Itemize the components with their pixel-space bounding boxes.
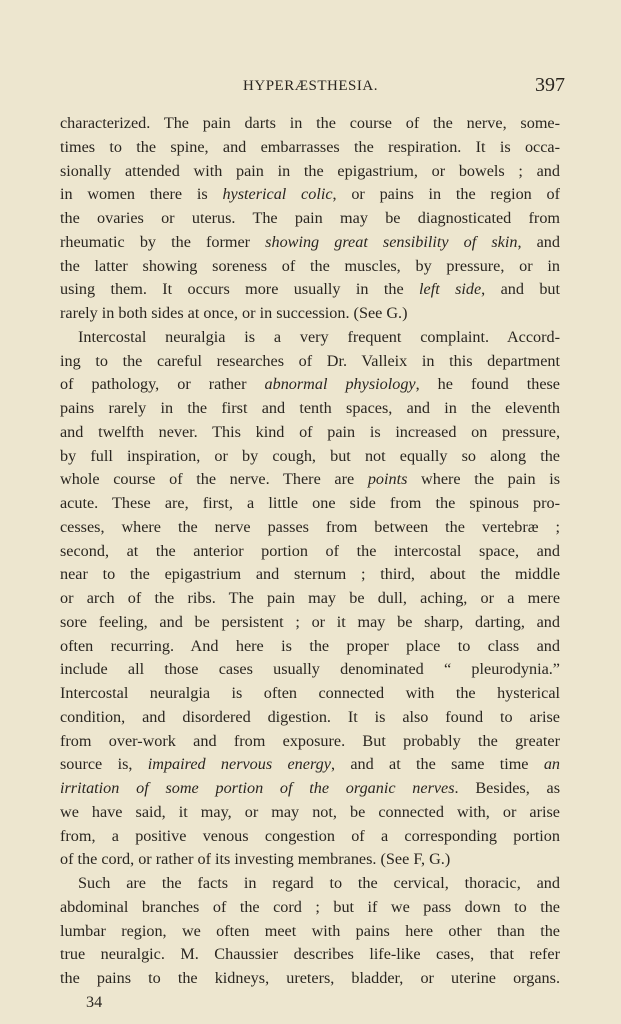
text-run: the ovaries or uterus. The pain may be diagnosticated from — [60, 209, 560, 227]
emphasis: irritation of some portion of the organic nerves — [60, 779, 455, 797]
text-run: pains rarely in the first and tenth spaces, and in the eleventh — [60, 399, 560, 417]
text-line — [60, 326, 560, 350]
text-run: , he found these — [415, 375, 560, 394]
text-run: we have said, it may, or may not, be connected with, or arise — [60, 802, 560, 821]
text-line — [60, 611, 560, 635]
text-line — [60, 112, 560, 136]
text-line — [60, 516, 560, 540]
text-run: , and but — [481, 280, 560, 299]
text-line — [60, 255, 560, 279]
text-run: abdominal branches of the cord ; but if we pass down to the — [60, 897, 560, 916]
text-run: or arch of the ribs. The pain may be dull, aching, or a mere — [60, 589, 560, 607]
emphasis: abnormal physiology — [264, 375, 416, 394]
text-run: true neuralgic. M. Chaussier describes life-like cases, that refer — [60, 945, 560, 964]
text-run: from, a positive venous congestion of a corresponding portion — [60, 826, 560, 845]
emphasis: impaired nervous energy — [147, 755, 331, 774]
text-run: the latter showing soreness of the muscles, by pressure, or in — [60, 256, 560, 275]
text-line — [60, 373, 560, 397]
text-run: cesses, where the nerve passes from between the vertebræ ; — [60, 517, 560, 536]
text-run: source is, — [60, 755, 148, 774]
text-line — [60, 397, 560, 421]
text-line — [60, 635, 560, 659]
text-run: of pathology, or rather — [60, 375, 265, 394]
text-run: sore feeling, and be persistent ; or it may be sharp, darting, and — [60, 612, 560, 631]
text-run: Intercostal neuralgia is often connected with the hysterical — [60, 684, 560, 702]
text-line — [60, 231, 560, 255]
emphasis: an — [543, 755, 560, 774]
text-run: second, at the anterior portion of the intercostal space, and — [60, 541, 560, 560]
text-line — [60, 207, 560, 231]
text-line — [60, 136, 560, 160]
text-run: and twelfth never. This kind of pain is increased on pressure, — [60, 422, 560, 441]
signature-mark: 34 — [86, 992, 103, 1011]
text-run: rheumatic by the former — [60, 232, 266, 251]
text-run: whole course of the nerve. There are — [60, 470, 368, 489]
text-run: by full inspiration, or by cough, but not equally so along the — [60, 446, 560, 465]
text-run: of the cord, or rather of its investing membranes. (See F, G.) — [60, 850, 451, 869]
body-text — [60, 112, 560, 1015]
text-line — [60, 278, 560, 302]
text-line — [60, 777, 560, 801]
emphasis: left side — [419, 280, 482, 299]
text-line — [60, 587, 560, 611]
emphasis: showing great sensibility of skin — [265, 232, 518, 251]
text-run: using them. It occurs more usually in the — [60, 280, 420, 299]
text-run: characterized. The pain darts in the course of the nerve, some- — [60, 114, 560, 132]
text-line — [60, 967, 560, 991]
text-line — [60, 943, 560, 967]
text-run: in women there is — [60, 185, 223, 204]
text-run: acute. These are, first, a little one side from the spinous pro- — [60, 494, 560, 512]
text-line — [60, 896, 560, 920]
text-line — [60, 350, 560, 374]
text-run: Intercostal neuralgia is a very frequent complaint. Accord- — [78, 327, 560, 346]
text-run: , or pains in the region of — [332, 185, 560, 204]
text-run: rarely in both sides at once, or in succession. (See G.) — [60, 304, 408, 322]
text-line — [60, 872, 560, 896]
text-line — [60, 540, 560, 564]
text-run: lumbar region, we often meet with pains here other than the — [60, 921, 560, 940]
text-line — [60, 445, 560, 469]
text-run: . Besides, as — [454, 779, 560, 797]
text-line — [60, 302, 560, 326]
emphasis: hysterical colic — [222, 185, 333, 204]
text-line — [60, 468, 560, 492]
running-title: HYPERÆSTHESIA. — [243, 78, 378, 94]
text-run: the pains to the kidneys, ureters, bladder, or uterine organs. — [60, 969, 560, 987]
text-line — [60, 753, 560, 777]
text-line — [60, 658, 560, 682]
running-head — [0, 74, 621, 98]
text-run: sionally attended with pain in the epigastrium, or bowels ; and — [60, 161, 560, 180]
text-line — [60, 920, 560, 944]
text-line — [60, 563, 560, 587]
text-run: ing to the careful researches of Dr. Valleix in this department — [60, 351, 560, 370]
text-run: near to the epigastrium and sternum ; third, about the middle — [60, 565, 560, 584]
text-run: condition, and disordered digestion. It is also found to arise — [60, 707, 560, 726]
text-run: include all those cases usually denominated “ pleurodynia.” — [60, 660, 560, 679]
text-line — [60, 160, 560, 184]
text-run: times to the spine, and embarrasses the respiration. It is occa- — [60, 137, 560, 156]
text-line — [60, 183, 560, 207]
text-run: often recurring. And here is the proper place to class and — [60, 636, 560, 655]
text-line — [60, 730, 560, 754]
page-number: 397 — [535, 74, 565, 96]
text-run: , and — [517, 232, 560, 251]
text-run: Such are the facts in regard to the cervical, thoracic, and — [78, 874, 560, 892]
text-line — [60, 801, 560, 825]
text-line — [60, 848, 560, 872]
emphasis: points — [367, 470, 408, 489]
text-run: where the pain is — [407, 470, 560, 489]
text-run: from over-work and from exposure. But probably the greater — [60, 731, 560, 750]
text-line — [60, 421, 560, 445]
text-run: , and at the same time — [330, 755, 544, 774]
text-line — [60, 825, 560, 849]
text-line — [60, 682, 560, 706]
text-line — [60, 492, 560, 516]
text-line — [60, 706, 560, 730]
